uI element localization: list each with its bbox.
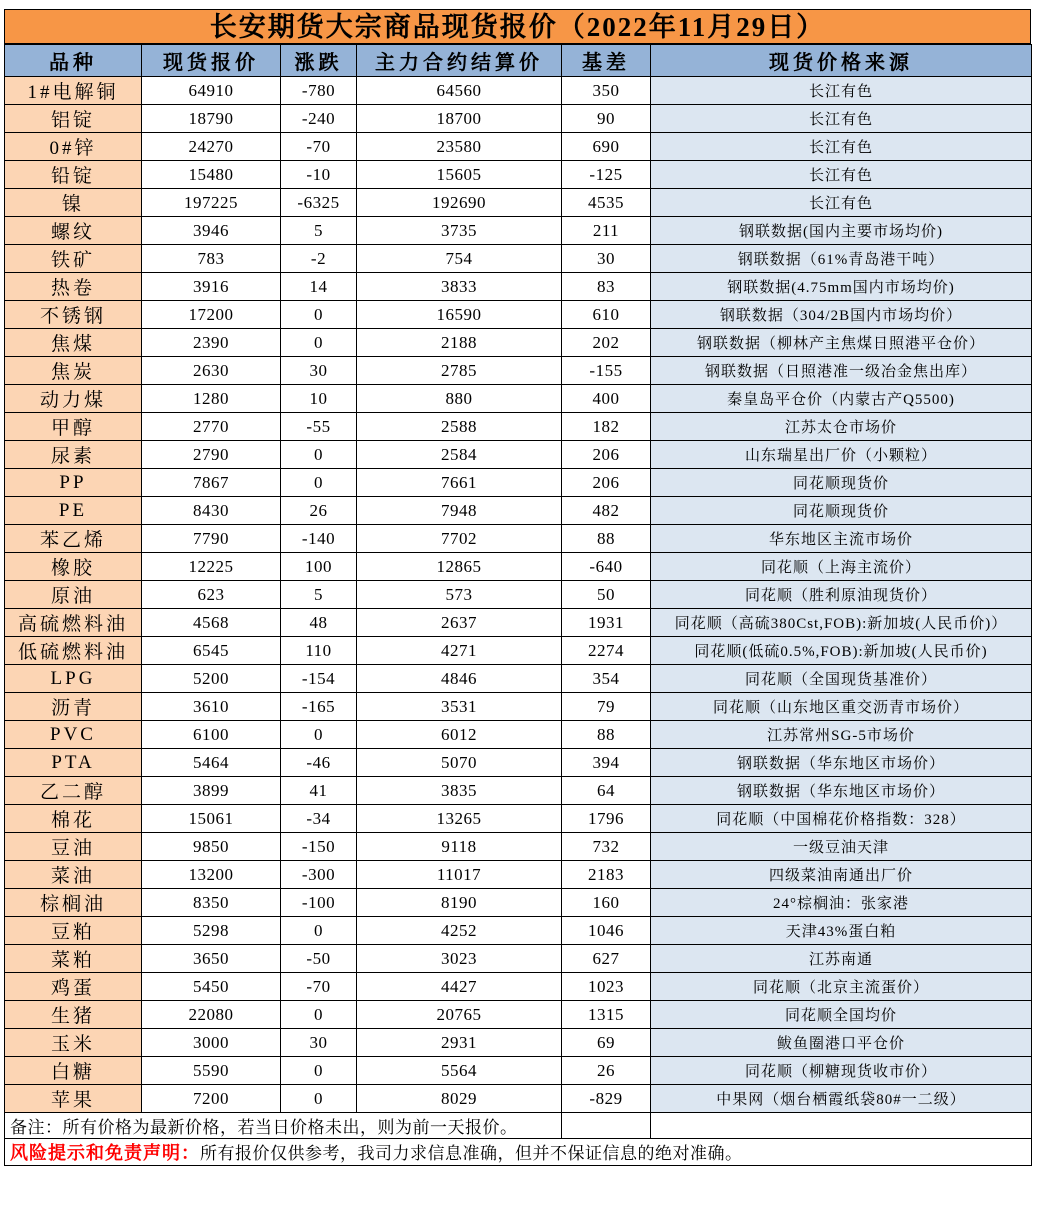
source-cell: 同花顺现货价 — [651, 497, 1032, 525]
table-row — [5, 161, 1032, 189]
settlement-cell: 3833 — [357, 273, 562, 301]
spot-price-cell: 7790 — [142, 525, 281, 553]
variety-cell: 热卷 — [5, 273, 142, 301]
table-row — [5, 441, 1032, 469]
variety-cell: 棉花 — [5, 805, 142, 833]
basis-cell: -125 — [562, 161, 651, 189]
change-cell: -150 — [281, 833, 357, 861]
source-cell: 钢联数据（柳林产主焦煤日照港平仓价） — [651, 329, 1032, 357]
col-header-variety: 品种 — [5, 45, 142, 77]
basis-cell: 160 — [562, 889, 651, 917]
settlement-cell: 2637 — [357, 609, 562, 637]
empty-basis-cell — [562, 1113, 651, 1139]
source-cell: 同花顺（高硫380Cst,FOB):新加坡(人民币价)） — [651, 609, 1032, 637]
table-row — [5, 973, 1032, 1001]
change-cell: 0 — [281, 329, 357, 357]
table-row — [5, 105, 1032, 133]
variety-cell: 低硫燃料油 — [5, 637, 142, 665]
change-cell: 0 — [281, 917, 357, 945]
source-cell: 同花顺（山东地区重交沥青市场价） — [651, 693, 1032, 721]
source-cell: 长江有色 — [651, 133, 1032, 161]
table-row — [5, 1029, 1032, 1057]
settlement-cell: 2931 — [357, 1029, 562, 1057]
variety-cell: 铁矿 — [5, 245, 142, 273]
source-cell: 山东瑞星出厂价（小颗粒） — [651, 441, 1032, 469]
source-cell: 长江有色 — [651, 77, 1032, 105]
variety-cell: 动力煤 — [5, 385, 142, 413]
change-cell: 0 — [281, 1085, 357, 1113]
table-row — [5, 77, 1032, 105]
col-header-spot: 现货报价 — [142, 45, 281, 77]
change-cell: 0 — [281, 1057, 357, 1085]
table-row — [5, 245, 1032, 273]
variety-cell: 沥青 — [5, 693, 142, 721]
settlement-cell: 2785 — [357, 357, 562, 385]
basis-cell: 69 — [562, 1029, 651, 1057]
remark-row — [5, 1113, 1032, 1139]
settlement-cell: 7702 — [357, 525, 562, 553]
change-cell: -50 — [281, 945, 357, 973]
source-cell: 四级菜油南通出厂价 — [651, 861, 1032, 889]
table-row — [5, 637, 1032, 665]
change-cell: 0 — [281, 441, 357, 469]
basis-cell: 206 — [562, 441, 651, 469]
table-row — [5, 329, 1032, 357]
variety-cell: 铅锭 — [5, 161, 142, 189]
table-row — [5, 1001, 1032, 1029]
basis-cell: 83 — [562, 273, 651, 301]
change-cell: 10 — [281, 385, 357, 413]
table-row — [5, 497, 1032, 525]
change-cell: 0 — [281, 721, 357, 749]
spot-price-cell: 9850 — [142, 833, 281, 861]
settlement-cell: 64560 — [357, 77, 562, 105]
source-cell: 长江有色 — [651, 105, 1032, 133]
table-row — [5, 301, 1032, 329]
settlement-cell: 5070 — [357, 749, 562, 777]
col-header-basis: 基差 — [562, 45, 651, 77]
table-row — [5, 833, 1032, 861]
source-cell: 钢联数据（304/2B国内市场均价） — [651, 301, 1032, 329]
spot-price-cell: 5590 — [142, 1057, 281, 1085]
variety-cell: 不锈钢 — [5, 301, 142, 329]
table-row — [5, 665, 1032, 693]
basis-cell: 1796 — [562, 805, 651, 833]
basis-cell: 354 — [562, 665, 651, 693]
variety-cell: 橡胶 — [5, 553, 142, 581]
source-cell: 钢联数据(4.75mm国内市场均价) — [651, 273, 1032, 301]
variety-cell: PE — [5, 497, 142, 525]
basis-cell: 627 — [562, 945, 651, 973]
table-row — [5, 1057, 1032, 1085]
basis-cell: 50 — [562, 581, 651, 609]
variety-cell: 焦炭 — [5, 357, 142, 385]
col-header-source: 现货价格来源 — [651, 45, 1032, 77]
basis-cell: 88 — [562, 721, 651, 749]
variety-cell: 白糖 — [5, 1057, 142, 1085]
settlement-cell: 7661 — [357, 469, 562, 497]
variety-cell: 棕榈油 — [5, 889, 142, 917]
spot-price-cell: 3946 — [142, 217, 281, 245]
basis-cell: 400 — [562, 385, 651, 413]
source-cell: 同花顺全国均价 — [651, 1001, 1032, 1029]
table-row — [5, 469, 1032, 497]
table-row — [5, 609, 1032, 637]
settlement-cell: 4252 — [357, 917, 562, 945]
settlement-cell: 4427 — [357, 973, 562, 1001]
settlement-cell: 20765 — [357, 1001, 562, 1029]
change-cell: 14 — [281, 273, 357, 301]
change-cell: 30 — [281, 1029, 357, 1057]
spot-price-cell: 8430 — [142, 497, 281, 525]
change-cell: -34 — [281, 805, 357, 833]
source-cell: 江苏太仓市场价 — [651, 413, 1032, 441]
variety-cell: 豆油 — [5, 833, 142, 861]
table-row — [5, 777, 1032, 805]
spot-price-cell: 12225 — [142, 553, 281, 581]
disclaimer-cell — [5, 1139, 1032, 1166]
settlement-cell: 5564 — [357, 1057, 562, 1085]
settlement-cell: 2584 — [357, 441, 562, 469]
spot-price-cell: 13200 — [142, 861, 281, 889]
table-row — [5, 133, 1032, 161]
variety-cell: 高硫燃料油 — [5, 609, 142, 637]
basis-cell: 482 — [562, 497, 651, 525]
change-cell: -55 — [281, 413, 357, 441]
price-table — [4, 44, 1032, 1166]
source-cell: 江苏常州SG-5市场价 — [651, 721, 1032, 749]
spot-price-cell: 64910 — [142, 77, 281, 105]
variety-cell: 镍 — [5, 189, 142, 217]
basis-cell: 690 — [562, 133, 651, 161]
table-row — [5, 805, 1032, 833]
variety-cell: LPG — [5, 665, 142, 693]
variety-cell: PTA — [5, 749, 142, 777]
settlement-cell: 754 — [357, 245, 562, 273]
variety-cell: 尿素 — [5, 441, 142, 469]
settlement-cell: 3735 — [357, 217, 562, 245]
spot-price-cell: 17200 — [142, 301, 281, 329]
source-cell: 华东地区主流市场价 — [651, 525, 1032, 553]
header-row — [5, 45, 1032, 77]
spot-price-cell: 15061 — [142, 805, 281, 833]
variety-cell: 苯乙烯 — [5, 525, 142, 553]
settlement-cell: 9118 — [357, 833, 562, 861]
basis-cell: 211 — [562, 217, 651, 245]
settlement-cell: 8190 — [357, 889, 562, 917]
spot-price-cell: 5200 — [142, 665, 281, 693]
source-cell: 天津43%蛋白粕 — [651, 917, 1032, 945]
spot-price-cell: 2630 — [142, 357, 281, 385]
source-cell: 同花顺（北京主流蛋价） — [651, 973, 1032, 1001]
variety-cell: 乙二醇 — [5, 777, 142, 805]
basis-cell: 1315 — [562, 1001, 651, 1029]
change-cell: -70 — [281, 133, 357, 161]
basis-cell: 394 — [562, 749, 651, 777]
change-cell: -780 — [281, 77, 357, 105]
basis-cell: 64 — [562, 777, 651, 805]
change-cell: 26 — [281, 497, 357, 525]
source-cell: 鲅鱼圈港口平仓价 — [651, 1029, 1032, 1057]
spot-price-cell: 5464 — [142, 749, 281, 777]
source-cell: 同花顺（柳糖现货收市价） — [651, 1057, 1032, 1085]
spot-price-cell: 197225 — [142, 189, 281, 217]
source-cell: 钢联数据（华东地区市场价） — [651, 749, 1032, 777]
table-row — [5, 945, 1032, 973]
settlement-cell: 11017 — [357, 861, 562, 889]
basis-cell: 182 — [562, 413, 651, 441]
settlement-cell: 13265 — [357, 805, 562, 833]
table-row — [5, 217, 1032, 245]
source-cell: 同花顺现货价 — [651, 469, 1032, 497]
variety-cell: 菜油 — [5, 861, 142, 889]
change-cell: 110 — [281, 637, 357, 665]
change-cell: 5 — [281, 217, 357, 245]
source-cell: 同花顺(低硫0.5%,FOB):新加坡(人民币价) — [651, 637, 1032, 665]
settlement-cell: 16590 — [357, 301, 562, 329]
change-cell: -100 — [281, 889, 357, 917]
table-row — [5, 357, 1032, 385]
settlement-cell: 15605 — [357, 161, 562, 189]
spot-price-cell: 2790 — [142, 441, 281, 469]
settlement-cell: 880 — [357, 385, 562, 413]
change-cell: -10 — [281, 161, 357, 189]
spot-price-cell: 7867 — [142, 469, 281, 497]
source-cell: 中果网（烟台栖霞纸袋80#一二级） — [651, 1085, 1032, 1113]
change-cell: -6325 — [281, 189, 357, 217]
table-row — [5, 917, 1032, 945]
table-row — [5, 413, 1032, 441]
report-title: 长安期货大宗商品现货报价（2022年11月29日） — [4, 9, 1031, 44]
settlement-cell: 4271 — [357, 637, 562, 665]
source-cell: 长江有色 — [651, 189, 1032, 217]
table-row — [5, 749, 1032, 777]
variety-cell: 原油 — [5, 581, 142, 609]
basis-cell: 88 — [562, 525, 651, 553]
change-cell: 5 — [281, 581, 357, 609]
spot-price-cell: 22080 — [142, 1001, 281, 1029]
spot-price-cell: 6545 — [142, 637, 281, 665]
spot-price-cell: 2770 — [142, 413, 281, 441]
table-row — [5, 861, 1032, 889]
spot-price-cell: 3899 — [142, 777, 281, 805]
spot-price-cell: 4568 — [142, 609, 281, 637]
spot-price-cell: 7200 — [142, 1085, 281, 1113]
table-row — [5, 581, 1032, 609]
table-row — [5, 189, 1032, 217]
settlement-cell: 3835 — [357, 777, 562, 805]
source-cell: 同花顺（上海主流价） — [651, 553, 1032, 581]
empty-source-cell — [651, 1113, 1032, 1139]
variety-cell: 鸡蛋 — [5, 973, 142, 1001]
change-cell: -300 — [281, 861, 357, 889]
change-cell: -240 — [281, 105, 357, 133]
spot-price-cell: 5450 — [142, 973, 281, 1001]
settlement-cell: 573 — [357, 581, 562, 609]
variety-cell: 豆粕 — [5, 917, 142, 945]
settlement-cell: 2188 — [357, 329, 562, 357]
source-cell: 长江有色 — [651, 161, 1032, 189]
spot-price-cell: 18790 — [142, 105, 281, 133]
basis-cell: 206 — [562, 469, 651, 497]
variety-cell: 甲醇 — [5, 413, 142, 441]
settlement-cell: 6012 — [357, 721, 562, 749]
basis-cell: 30 — [562, 245, 651, 273]
spot-price-cell: 783 — [142, 245, 281, 273]
spot-price-cell: 623 — [142, 581, 281, 609]
remark-text: 备注：所有价格为最新价格，若当日价格未出，则为前一天报价。 — [5, 1113, 562, 1139]
basis-cell: 350 — [562, 77, 651, 105]
change-cell: 41 — [281, 777, 357, 805]
spot-price-cell: 3650 — [142, 945, 281, 973]
basis-cell: 4535 — [562, 189, 651, 217]
source-cell: 同花顺（胜利原油现货价） — [651, 581, 1032, 609]
variety-cell: 1#电解铜 — [5, 77, 142, 105]
change-cell: -46 — [281, 749, 357, 777]
variety-cell: 焦煤 — [5, 329, 142, 357]
variety-cell: 螺纹 — [5, 217, 142, 245]
basis-cell: 26 — [562, 1057, 651, 1085]
source-cell: 江苏南通 — [651, 945, 1032, 973]
basis-cell: 1046 — [562, 917, 651, 945]
change-cell: 30 — [281, 357, 357, 385]
spot-price-cell: 3000 — [142, 1029, 281, 1057]
spot-price-cell: 8350 — [142, 889, 281, 917]
table-row — [5, 553, 1032, 581]
settlement-cell: 2588 — [357, 413, 562, 441]
basis-cell: -155 — [562, 357, 651, 385]
table-row — [5, 273, 1032, 301]
basis-cell: 732 — [562, 833, 651, 861]
basis-cell: 1023 — [562, 973, 651, 1001]
table-row — [5, 693, 1032, 721]
change-cell: -165 — [281, 693, 357, 721]
col-header-settlement: 主力合约结算价 — [357, 45, 562, 77]
spot-price-cell: 2390 — [142, 329, 281, 357]
source-cell: 钢联数据（华东地区市场价） — [651, 777, 1032, 805]
variety-cell: PVC — [5, 721, 142, 749]
basis-cell: 90 — [562, 105, 651, 133]
disclaimer-label: 风险提示和免责声明： — [10, 1143, 200, 1163]
change-cell: 0 — [281, 301, 357, 329]
settlement-cell: 4846 — [357, 665, 562, 693]
change-cell: 0 — [281, 469, 357, 497]
variety-cell: 0#锌 — [5, 133, 142, 161]
settlement-cell: 7948 — [357, 497, 562, 525]
table-row — [5, 525, 1032, 553]
basis-cell: 202 — [562, 329, 651, 357]
source-cell: 秦皇岛平仓价（内蒙古产Q5500) — [651, 385, 1032, 413]
spot-price-cell: 3916 — [142, 273, 281, 301]
settlement-cell: 192690 — [357, 189, 562, 217]
change-cell: 0 — [281, 1001, 357, 1029]
source-cell: 钢联数据（日照港准一级冶金焦出库） — [651, 357, 1032, 385]
basis-cell: -829 — [562, 1085, 651, 1113]
settlement-cell: 23580 — [357, 133, 562, 161]
table-row — [5, 385, 1032, 413]
table-row — [5, 1085, 1032, 1113]
variety-cell: 铝锭 — [5, 105, 142, 133]
basis-cell: 2274 — [562, 637, 651, 665]
spot-price-cell: 5298 — [142, 917, 281, 945]
variety-cell: 生猪 — [5, 1001, 142, 1029]
variety-cell: 苹果 — [5, 1085, 142, 1113]
basis-cell: 1931 — [562, 609, 651, 637]
change-cell: -70 — [281, 973, 357, 1001]
basis-cell: 79 — [562, 693, 651, 721]
settlement-cell: 3531 — [357, 693, 562, 721]
basis-cell: 2183 — [562, 861, 651, 889]
disclaimer-text: 所有报价仅供参考，我司力求信息准确，但并不保证信息的绝对准确。 — [200, 1144, 743, 1163]
settlement-cell: 12865 — [357, 553, 562, 581]
spot-price-cell: 6100 — [142, 721, 281, 749]
basis-cell: -640 — [562, 553, 651, 581]
settlement-cell: 18700 — [357, 105, 562, 133]
col-header-change: 涨跌 — [281, 45, 357, 77]
table-row — [5, 721, 1032, 749]
basis-cell: 610 — [562, 301, 651, 329]
source-cell: 24°棕榈油：张家港 — [651, 889, 1032, 917]
spot-price-cell: 1280 — [142, 385, 281, 413]
disclaimer-row — [5, 1139, 1032, 1166]
variety-cell: 菜粕 — [5, 945, 142, 973]
settlement-cell: 3023 — [357, 945, 562, 973]
settlement-cell: 8029 — [357, 1085, 562, 1113]
table-row — [5, 889, 1032, 917]
source-cell: 钢联数据(国内主要市场均价) — [651, 217, 1032, 245]
source-cell: 同花顺（全国现货基准价） — [651, 665, 1032, 693]
variety-cell: PP — [5, 469, 142, 497]
change-cell: 100 — [281, 553, 357, 581]
change-cell: -154 — [281, 665, 357, 693]
change-cell: 48 — [281, 609, 357, 637]
spot-price-cell: 15480 — [142, 161, 281, 189]
spot-price-cell: 24270 — [142, 133, 281, 161]
source-cell: 同花顺（中国棉花价格指数：328） — [651, 805, 1032, 833]
variety-cell: 玉米 — [5, 1029, 142, 1057]
change-cell: -140 — [281, 525, 357, 553]
change-cell: -2 — [281, 245, 357, 273]
source-cell: 钢联数据（61%青岛港干吨） — [651, 245, 1032, 273]
source-cell: 一级豆油天津 — [651, 833, 1032, 861]
spot-price-cell: 3610 — [142, 693, 281, 721]
